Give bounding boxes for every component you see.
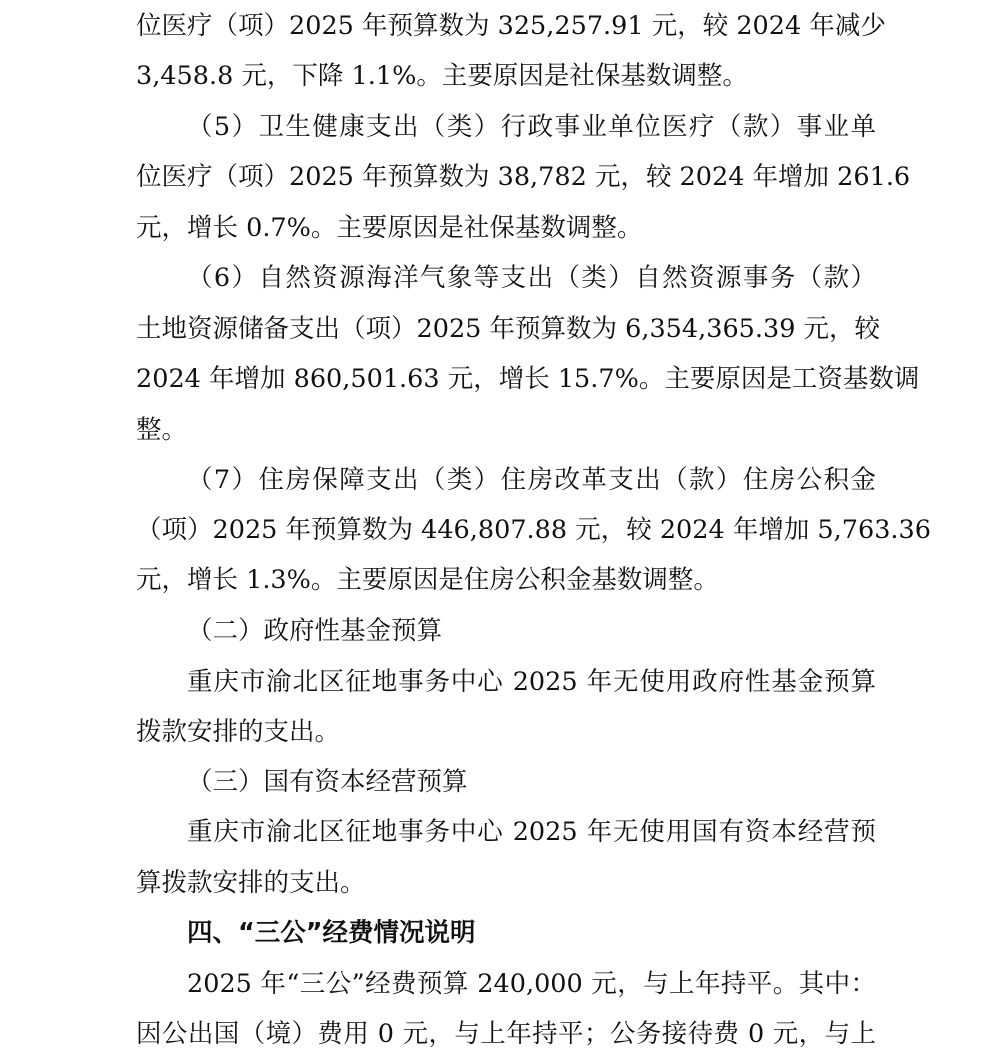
paragraph-6-line-2: 土地资源储备支出（项）2025 年预算数为 6,354,365.39 元，较: [136, 314, 881, 344]
state-capital-line-1: 重庆市渝北区征地事务中心 2025 年无使用国有资本经营预: [187, 817, 876, 847]
paragraph-7-line-3: 元，增长 1.3%。主要原因是住房公积金基数调整。: [136, 565, 719, 595]
government-fund-line-2: 拨款安排的支出。: [136, 717, 341, 747]
paragraph-5-line-1: （5）卫生健康支出（类）行政事业单位医疗（款）事业单: [187, 112, 876, 142]
state-capital-line-2: 算拨款安排的支出。: [136, 868, 366, 898]
paragraph-7-line-1: （7）住房保障支出（类）住房改革支出（款）住房公积金: [187, 465, 876, 495]
paragraph-6-line-4: 整。: [136, 415, 188, 445]
three-public-line-2: 因公出国（境）费用 0 元，与上年持平；公务接待费 0 元，与上: [136, 1019, 876, 1049]
three-public-line-1: 2025 年“三公”经费预算 240,000 元，与上年持平。其中：: [187, 969, 876, 999]
section-heading-three-public: 四、“三公”经费情况说明: [187, 918, 476, 948]
government-fund-line-1: 重庆市渝北区征地事务中心 2025 年无使用政府性基金预算: [187, 667, 876, 697]
paragraph-5-line-3: 元，增长 0.7%。主要原因是社保基数调整。: [136, 213, 643, 243]
section-heading-government-fund: （二）政府性基金预算: [187, 616, 443, 646]
text-line-1: 位医疗（项）2025 年预算数为 325,257.91 元，较 2024 年减少: [136, 11, 886, 41]
paragraph-6-line-1: （6）自然资源海洋气象等支出（类）自然资源事务（款）: [187, 263, 876, 293]
text-line-2: 3,458.8 元，下降 1.1%。主要原因是社保基数调整。: [136, 61, 748, 91]
section-heading-state-capital: （三）国有资本经营预算: [187, 767, 468, 797]
paragraph-7-line-2: （项）2025 年预算数为 446,807.88 元，较 2024 年增加 5,763.36: [136, 515, 931, 545]
paragraph-6-line-3: 2024 年增加 860,501.63 元，增长 15.7%。主要原因是工资基数调: [136, 364, 920, 394]
paragraph-5-line-2: 位医疗（项）2025 年预算数为 38,782 元，较 2024 年增加 261.6: [136, 162, 911, 192]
